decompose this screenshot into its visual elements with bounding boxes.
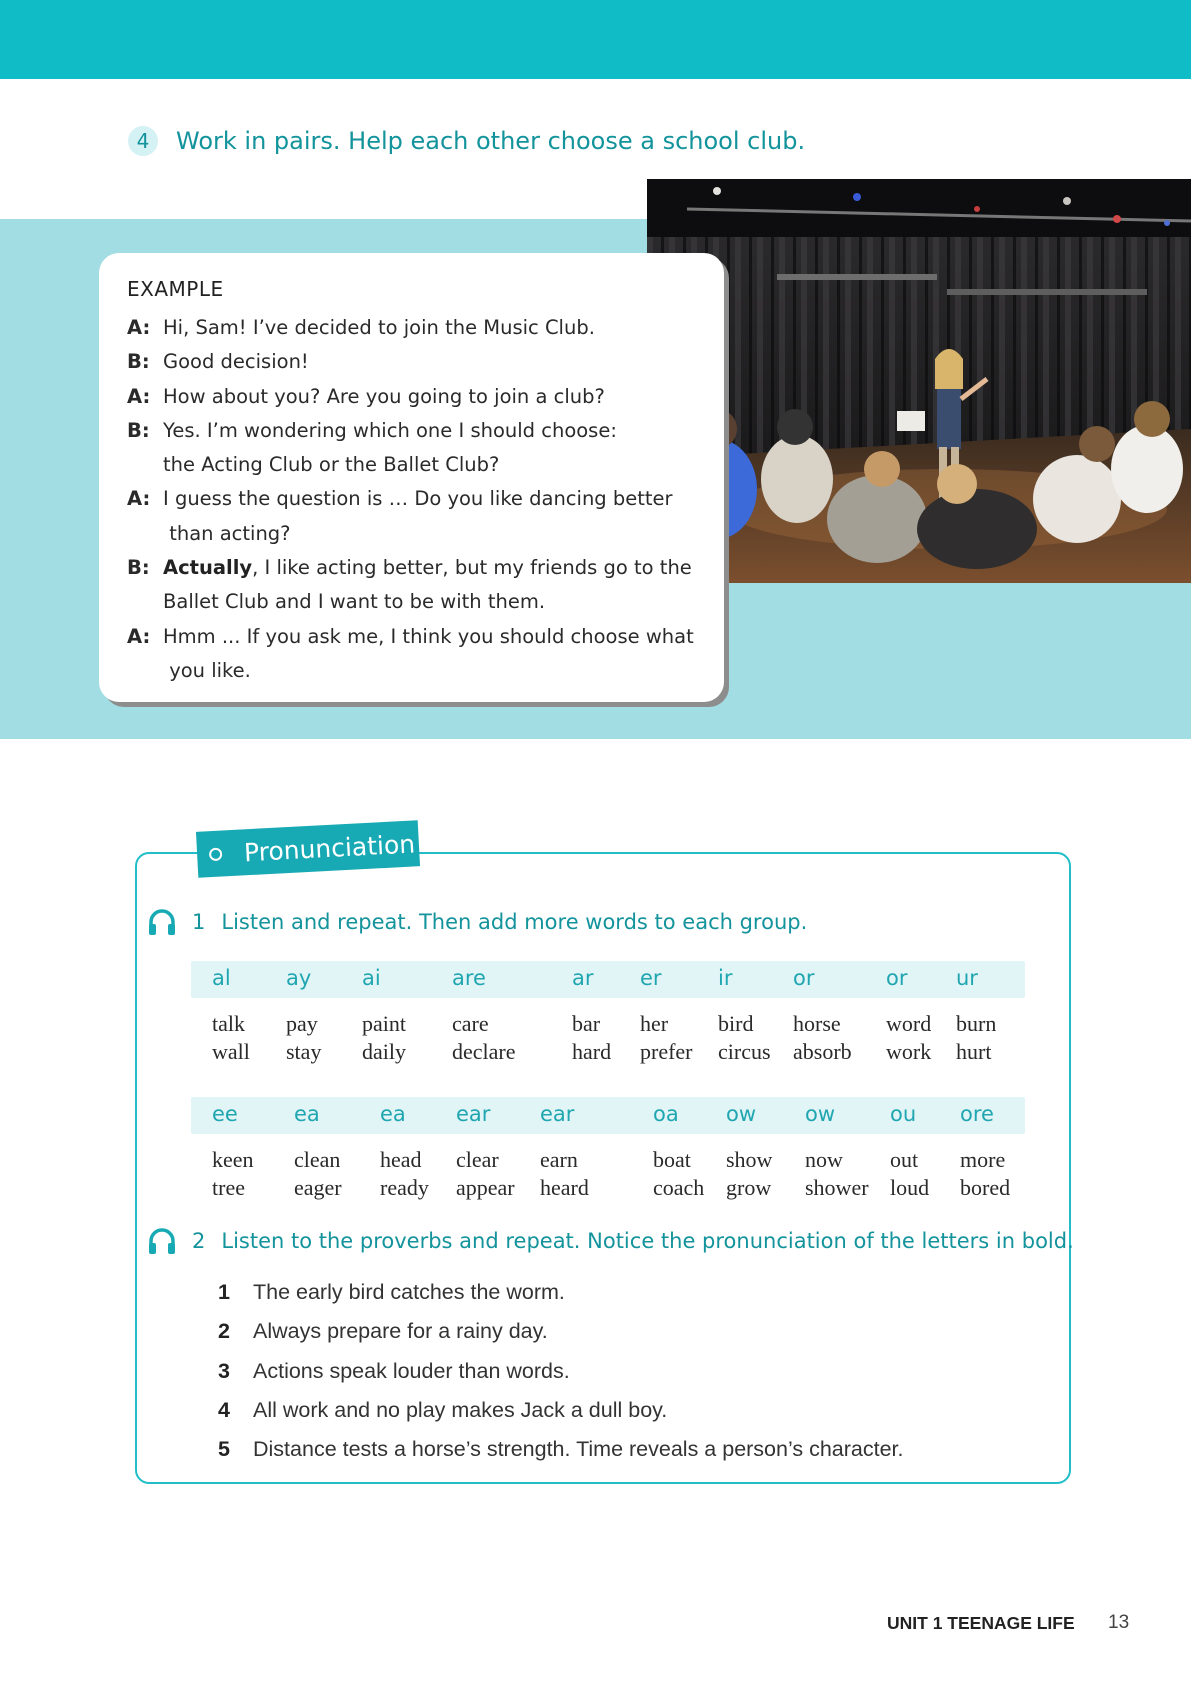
pronunciation-label: Pronunciation [243,828,416,867]
letter-group-header: ir [718,966,733,990]
dialogue-line [127,654,696,688]
example-word: talk [212,1011,245,1036]
letter-group-header: or [793,966,815,990]
line-text: you like. [163,658,251,682]
letter-group-header: ow [805,1102,836,1126]
dialogue-line [127,345,696,379]
example-word: care [452,1011,489,1036]
example-word: shower [805,1175,869,1200]
task-4-heading [128,126,805,156]
line-text: Yes. I’m wondering which one I should choose: [163,418,617,442]
letter-group-header: ay [286,966,312,990]
dialogue-line [127,517,696,551]
example-word: pay [286,1011,318,1036]
unit-label: UNIT 1 TEENAGE LIFE [887,1613,1075,1633]
question-number: 1 [192,910,206,934]
example-word: coach [653,1175,705,1200]
letter-group-header: er [640,966,662,990]
example-word: keen [212,1147,254,1172]
proverb-item [218,1437,904,1462]
letter-group-header: ee [212,1102,238,1126]
letter-group-header: ur [956,966,978,990]
letter-group-header: ow [726,1102,757,1126]
speaker [127,448,163,482]
example-word: daily [362,1039,406,1064]
dialogue-line [127,380,696,414]
headphones-icon[interactable] [146,1225,178,1257]
example-word: out [890,1147,919,1172]
example-word: earn [540,1147,578,1172]
letter-group-header: are [452,966,486,990]
example-word: now [805,1147,843,1172]
example-word: hurt [956,1039,992,1064]
example-word: boat [653,1147,691,1172]
drama-class-photo [647,179,1191,583]
speaker: A: [127,316,151,339]
speaker: B: [127,418,150,442]
dialogue-line [127,311,696,345]
proverb-text: Distance tests a horse’s strength. Time reveals a person’s character. [253,1437,904,1461]
example-word: wall [212,1039,250,1064]
line-text: the Acting Club or the Ballet Club? [163,453,500,477]
example-word: word [886,1011,932,1036]
example-word: declare [452,1039,516,1064]
question-text: Listen and repeat. Then add more words to each group. [221,910,808,934]
example-word: appear [456,1175,515,1200]
example-word: work [886,1039,932,1064]
line-text: Hi, Sam! I’ve decided to join the Music Club. [163,316,595,339]
example-word: show [726,1147,773,1172]
task-instruction: Work in pairs. Help each other choose a school club. [176,127,806,155]
task-number: 4 [128,126,158,156]
proverb-text: All work and no play makes Jack a dull boy. [253,1398,668,1422]
page-number: 13 [1108,1612,1130,1633]
example-word: bored [960,1175,1011,1200]
proverb-item [218,1319,548,1344]
speaker [127,517,163,551]
dialogue-line [127,585,696,619]
example-word: more [960,1147,1006,1172]
letter-group-header: ou [890,1102,917,1126]
example-word: prefer [640,1039,693,1064]
dialogue-line [127,448,696,482]
dialogue-line [127,482,696,516]
example-word: circus [718,1039,771,1064]
speaker: A: [127,384,151,408]
line-text [163,551,696,585]
question-text: Listen to the proverbs and repeat. Notice the pronunciation of the letters in bold. [221,1229,1074,1253]
proverb-text: Actions speak louder than words. [253,1359,570,1383]
line-text: Hmm ... If you ask me, I think you should choose what [163,624,694,648]
line-text: than acting? [163,521,291,545]
example-word: head [380,1147,422,1172]
example-word: bird [718,1011,754,1036]
example-word: clear [456,1147,499,1172]
proverb-text: The early bird catches the worm. [253,1280,565,1304]
question-2 [146,1225,1074,1257]
letter-group-header: ar [572,966,594,990]
question-1 [146,906,807,938]
example-word: stay [286,1039,322,1064]
example-word: horse [793,1011,841,1036]
headphones-icon[interactable] [146,906,178,938]
example-word: clean [294,1147,341,1172]
letter-group-header: oa [653,1102,679,1126]
line-text: How about you? Are you going to join a club? [163,384,605,408]
letter-group-header: ear [456,1102,491,1126]
dialogue-line [127,551,696,585]
proverb-number: 3 [218,1359,230,1383]
proverb-item [218,1280,565,1305]
line-text: Ballet Club and I want to be with them. [163,590,546,614]
proverb-text: Always prepare for a rainy day. [253,1319,548,1343]
bold-word: Actually [163,556,253,580]
example-word: bar [572,1011,601,1036]
speaker: B: [127,556,150,580]
proverb-item [218,1359,570,1384]
speaker [127,585,163,619]
example-word: grow [726,1175,772,1200]
example-word: paint [362,1011,406,1036]
dialogue-line [127,620,696,654]
example-dialogue-card [99,253,724,702]
example-word: tree [212,1175,245,1200]
letter-group-header: or [886,966,908,990]
circle-bullet-icon [209,847,223,861]
letter-group-header: ea [380,1102,406,1126]
top-color-band [0,0,1191,79]
letter-group-header: ai [362,966,381,990]
example-word: loud [890,1175,930,1200]
pronunciation-box [135,852,1074,1484]
example-word: absorb [793,1039,852,1064]
dialogue-line [127,414,696,448]
line-text: Good decision! [163,350,309,374]
line-text: I guess the question is … Do you like dancing better [163,487,673,511]
example-word: eager [294,1175,342,1200]
example-word: heard [540,1175,589,1200]
example-word: burn [956,1011,997,1036]
example-word: her [640,1011,669,1036]
question-number: 2 [192,1229,206,1253]
proverb-number: 4 [218,1398,230,1422]
example-word: ready [380,1175,429,1200]
line-rest: , I like acting better, but my friends go to the [252,556,692,580]
speaker: B: [127,350,150,374]
speaker [127,654,163,688]
example-title: EXAMPLE [127,277,224,301]
speaker: A: [127,624,151,648]
proverb-number: 2 [218,1319,230,1343]
example-word: hard [572,1039,612,1064]
letter-group-header: ore [960,1102,994,1126]
letter-group-header: ea [294,1102,320,1126]
proverb-item [218,1398,667,1423]
proverb-number: 1 [218,1280,230,1304]
proverb-number: 5 [218,1437,230,1461]
letter-group-header: ear [540,1102,575,1126]
letter-group-header: al [212,966,231,990]
speaker: A: [127,487,151,511]
